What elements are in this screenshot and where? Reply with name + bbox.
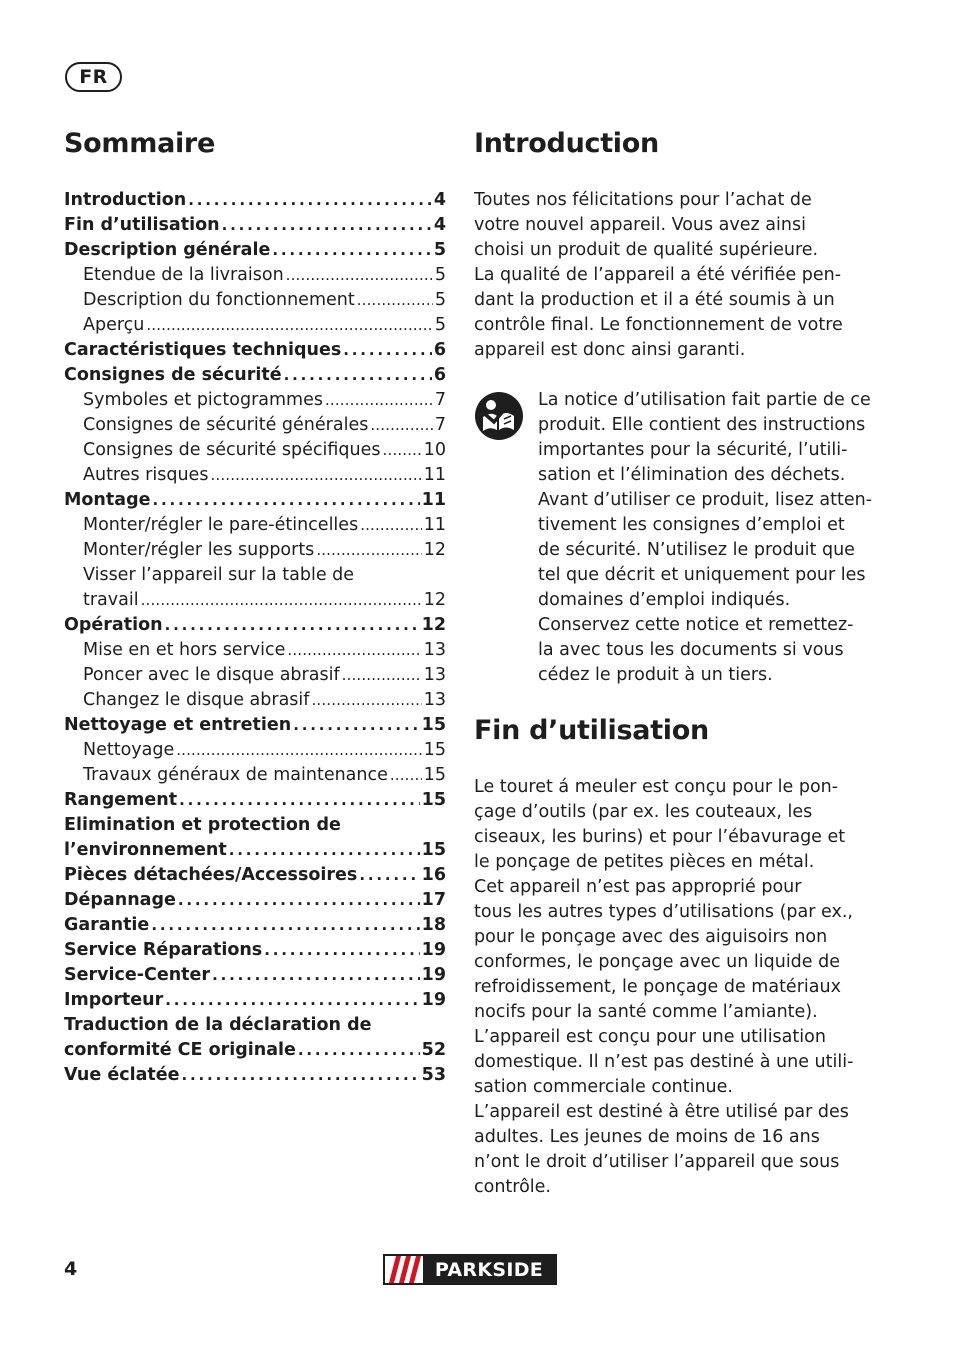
text-line: domestique. Il n’est pas destiné à une utili- — [474, 1052, 854, 1072]
toc-entry-page: 4 — [433, 190, 446, 210]
toc-entry — [64, 513, 446, 538]
toc-entry-title: Opération — [64, 615, 163, 635]
toc-leader-dots — [178, 888, 420, 913]
toc-entry-page: 11 — [423, 515, 446, 535]
toc-entry — [64, 288, 446, 313]
text-line: nocifs pour la santé comme l’amiante). — [474, 1002, 818, 1022]
toc-entry-line: Visser l’appareil sur la table de — [83, 565, 355, 585]
toc-entry-page: 5 — [433, 240, 446, 260]
toc-entry-page: 10 — [423, 440, 446, 460]
toc-leader-dots — [179, 788, 420, 813]
toc-entry-page: 7 — [434, 390, 446, 410]
toc-leader-dots — [146, 313, 432, 338]
toc-entry — [64, 388, 446, 413]
toc-entry — [64, 213, 446, 238]
toc-entry-title: Rangement — [64, 790, 178, 810]
toc-entry-title: l’environnement — [64, 840, 227, 860]
text-line: L’appareil est conçu pour une utilisation — [474, 1027, 826, 1047]
toc-entry-title: Poncer avec le disque abrasif — [83, 665, 340, 685]
parkside-logo — [383, 1254, 557, 1285]
table-of-contents — [64, 124, 446, 1088]
text-line: ciseaux, les burins) et pour l’ébavurage et — [474, 827, 846, 847]
toc-leader-dots — [151, 913, 419, 938]
text-line: refroidissement, le ponçage de matériaux — [474, 977, 841, 997]
text-line: tous les autres types d’utilisations (par ex., — [474, 902, 853, 922]
text-line: pour le ponçage avec des aiguisoirs non — [474, 927, 828, 947]
toc-entry-page: 6 — [433, 365, 446, 385]
toc-leader-dots — [390, 763, 422, 788]
toc-title: Sommaire — [64, 128, 215, 159]
introduction-heading: Introduction — [474, 128, 659, 159]
toc-entry-title: Monter/régler le pare-étincelles — [83, 515, 359, 535]
text-line: cédez le produit à un tiers. — [538, 665, 773, 685]
toc-entry — [64, 438, 446, 463]
toc-entry-page: 12 — [423, 590, 446, 610]
toc-leader-dots — [229, 838, 420, 863]
toc-entry-title: conformité CE originale — [64, 1040, 296, 1060]
toc-entry — [64, 663, 446, 688]
toc-entry — [64, 638, 446, 663]
toc-entry-page: 15 — [421, 790, 446, 810]
text-line: dant la production et il a été soumis à un — [474, 290, 835, 310]
text-line: de sécurité. N’utilisez le produit que — [538, 540, 855, 560]
text-line: Cet appareil n’est pas approprié pour — [474, 877, 802, 897]
notice-paragraph — [538, 388, 872, 688]
text-line: tivement les consignes d’emploi et — [538, 515, 845, 535]
toc-entry — [64, 538, 446, 563]
text-line: importantes pour la sécurité, l’utili- — [538, 440, 848, 460]
read-manual-icon — [474, 391, 524, 441]
toc-entry — [64, 363, 446, 388]
toc-entry — [64, 238, 446, 263]
toc-entry-title: Etendue de la livraison — [83, 265, 284, 285]
text-line: Le touret á meuler est conçu pour le pon- — [474, 777, 839, 797]
toc-entry — [64, 588, 446, 613]
toc-leader-dots — [210, 463, 421, 488]
toc-entry-page: 19 — [421, 940, 446, 960]
toc-leader-dots — [342, 663, 422, 688]
text-line: le ponçage de petites pièces en métal. — [474, 852, 815, 872]
toc-leader-dots — [359, 863, 419, 888]
fin-utilisation-paragraph — [474, 775, 859, 1200]
toc-entry — [64, 963, 446, 988]
toc-entry — [64, 188, 446, 213]
toc-leader-dots — [165, 988, 419, 1013]
toc-entry — [64, 888, 446, 913]
toc-entry-page: 12 — [421, 615, 446, 635]
text-line: choisi un produit de qualité supérieure. — [474, 240, 819, 260]
toc-entry-page: 18 — [421, 915, 446, 935]
toc-leader-dots — [383, 438, 422, 463]
toc-leader-dots — [287, 638, 421, 663]
toc-leader-dots — [298, 1038, 420, 1063]
toc-entry-title: Mise en et hors service — [83, 640, 286, 660]
toc-entry — [64, 788, 446, 813]
toc-leader-dots — [370, 413, 433, 438]
text-line: contrôle final. Le fonctionnement de votre — [474, 315, 843, 335]
toc-leader-dots — [311, 688, 421, 713]
toc-leader-dots — [188, 188, 432, 213]
toc-entry-title: Description du fonctionnement — [83, 290, 355, 310]
text-line: Conservez cette notice et remettez- — [538, 615, 854, 635]
toc-leader-dots — [176, 738, 421, 763]
toc-entry-title: Travaux généraux de maintenance — [83, 765, 388, 785]
toc-entry — [64, 263, 446, 288]
text-line: la avec tous les documents si vous — [538, 640, 844, 660]
toc-entry-page: 5 — [434, 265, 446, 285]
toc-entry — [64, 938, 446, 963]
toc-entry — [64, 713, 446, 738]
toc-entry-page: 17 — [421, 890, 446, 910]
toc-entry-line: Traduction de la déclaration de — [64, 1015, 372, 1035]
toc-leader-dots — [212, 963, 420, 988]
toc-entry — [64, 863, 446, 888]
toc-entry-line: Elimination et protection de — [64, 815, 341, 835]
toc-entry-page: 15 — [423, 765, 446, 785]
toc-entry — [64, 1038, 446, 1063]
toc-leader-dots — [316, 538, 421, 563]
toc-entry-title: Dépannage — [64, 890, 176, 910]
toc-entry-title: travail — [83, 590, 139, 610]
toc-entry-title: Introduction — [64, 190, 187, 210]
toc-entry — [64, 763, 446, 788]
text-line: produit. Elle contient des instructions — [538, 415, 866, 435]
fin-utilisation-heading: Fin d’utilisation — [474, 715, 709, 746]
toc-entry — [64, 913, 446, 938]
main-content — [474, 124, 872, 1200]
toc-entry-page: 12 — [423, 540, 446, 560]
text-line: sation et l’élimination des déchets. — [538, 465, 846, 485]
toc-leader-dots — [286, 263, 433, 288]
toc-leader-dots — [360, 513, 422, 538]
toc-entry-title: Service Réparations — [64, 940, 263, 960]
text-line: contrôle. — [474, 1177, 551, 1197]
text-line: Toutes nos félicitations pour l’achat de — [474, 190, 812, 210]
toc-entry-page: 52 — [421, 1040, 446, 1060]
text-line: La qualité de l’appareil a été vérifiée pen- — [474, 265, 842, 285]
toc-entry-page: 15 — [421, 715, 446, 735]
toc-entry-page: 11 — [421, 490, 446, 510]
toc-leader-dots — [357, 288, 433, 313]
toc-leader-dots — [165, 613, 420, 638]
toc-entry-title: Garantie — [64, 915, 150, 935]
text-line: tel que décrit et uniquement pour les — [538, 565, 866, 585]
manual-notice — [474, 388, 872, 688]
toc-entry-title: Fin d’utilisation — [64, 215, 220, 235]
toc-leader-dots — [343, 338, 432, 363]
toc-entry — [64, 738, 446, 763]
text-line: sation commerciale continue. — [474, 1077, 733, 1097]
text-line: n’ont le droit d’utiliser l’appareil que sous — [474, 1152, 840, 1172]
toc-leader-dots — [293, 713, 419, 738]
text-line: adultes. Les jeunes de moins de 16 ans — [474, 1127, 820, 1147]
text-line: çage d’outils (par ex. les couteaux, les — [474, 802, 813, 822]
toc-entry-title: Consignes de sécurité générales — [83, 415, 369, 435]
toc-leader-dots — [264, 938, 419, 963]
toc-entry-title: Montage — [64, 490, 151, 510]
toc-entry — [64, 838, 446, 863]
toc-entry-title: Nettoyage et entretien — [64, 715, 292, 735]
toc-entry-title: Vue éclatée — [64, 1065, 180, 1085]
toc-entry — [64, 988, 446, 1013]
toc-entry-title: Importeur — [64, 990, 164, 1010]
toc-entry-page: 6 — [433, 340, 446, 360]
toc-entry-page: 11 — [423, 465, 446, 485]
text-line: conformes, le ponçage avec un liquide de — [474, 952, 840, 972]
toc-entry — [64, 688, 446, 713]
logo-text: PARKSIDE — [423, 1256, 555, 1283]
toc-entry-title: Nettoyage — [83, 740, 175, 760]
toc-entry-title: Pièces détachées/Accessoires — [64, 865, 358, 885]
toc-entry — [64, 488, 446, 513]
text-line: appareil est donc ainsi garanti. — [474, 340, 746, 360]
toc-entry — [64, 338, 446, 363]
toc-leader-dots — [182, 1063, 420, 1088]
toc-entry-title: Service-Center — [64, 965, 211, 985]
introduction-paragraph — [474, 188, 859, 363]
language-badge: FR — [65, 62, 122, 92]
toc-entry — [64, 613, 446, 638]
toc-entry-title: Symboles et pictogrammes — [83, 390, 323, 410]
text-line: L’appareil est destiné à être utilisé par des — [474, 1102, 849, 1122]
page-number: 4 — [64, 1258, 78, 1280]
toc-entry-page: 13 — [423, 665, 446, 685]
toc-entry — [64, 313, 446, 338]
toc-entry-page: 16 — [421, 865, 446, 885]
toc-list — [64, 188, 446, 1088]
toc-entry-title: Monter/régler les supports — [83, 540, 315, 560]
toc-entry-title: Aperçu — [83, 315, 145, 335]
text-line: Avant d’utiliser ce produit, lisez atten- — [538, 490, 872, 510]
toc-entry-page: 13 — [423, 640, 446, 660]
text-line: votre nouvel appareil. Vous avez ainsi — [474, 215, 806, 235]
toc-entry-page: 15 — [423, 740, 446, 760]
toc-leader-dots — [272, 238, 432, 263]
toc-leader-dots — [152, 488, 419, 513]
parkside-stripes-icon — [385, 1256, 423, 1283]
toc-entry-title: Autres risques — [83, 465, 209, 485]
toc-leader-dots — [325, 388, 433, 413]
toc-entry-page: 13 — [423, 690, 446, 710]
toc-entry-page: 53 — [421, 1065, 446, 1085]
toc-entry — [64, 1063, 446, 1088]
toc-entry-page: 7 — [434, 415, 446, 435]
text-line: domaines d’emploi indiqués. — [538, 590, 791, 610]
toc-entry-page: 5 — [434, 315, 446, 335]
toc-entry — [64, 463, 446, 488]
toc-entry — [64, 413, 446, 438]
toc-entry-page: 15 — [421, 840, 446, 860]
text-line: La notice d’utilisation fait partie de ce — [538, 390, 871, 410]
toc-entry-page: 19 — [421, 965, 446, 985]
toc-entry-title: Consignes de sécurité — [64, 365, 282, 385]
toc-entry-page: 19 — [421, 990, 446, 1010]
toc-entry-page: 5 — [434, 290, 446, 310]
toc-entry-page: 4 — [433, 215, 446, 235]
toc-entry-title: Consignes de sécurité spécifiques — [83, 440, 381, 460]
toc-leader-dots — [222, 213, 432, 238]
toc-entry-title: Changez le disque abrasif — [83, 690, 310, 710]
toc-leader-dots — [141, 588, 422, 613]
toc-entry-title: Description générale — [64, 240, 271, 260]
toc-entry-title: Caractéristiques techniques — [64, 340, 342, 360]
toc-leader-dots — [284, 363, 432, 388]
